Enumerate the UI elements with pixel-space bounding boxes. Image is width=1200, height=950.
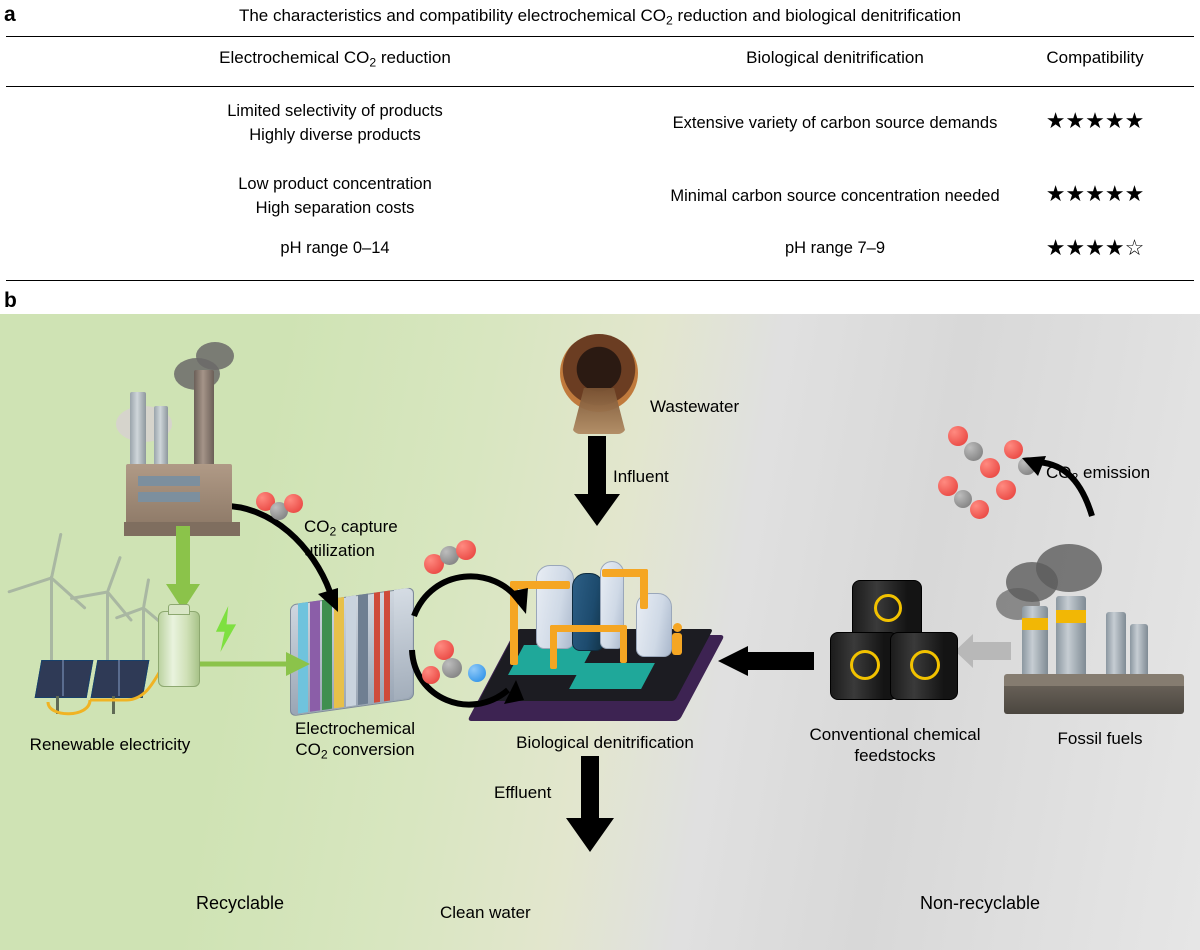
label-conventional-feedstocks <box>770 724 1020 767</box>
table-title-prefix: The characteristics and compatibility electrochemical CO <box>238 6 666 25</box>
chimney-band <box>1022 618 1048 630</box>
column-header-biological: Biological denitrification <box>746 48 924 67</box>
label-co2-capture-line2: utilization <box>304 540 375 560</box>
turbine-blade <box>7 577 52 594</box>
row2-col1-line1: Low product concentration <box>238 175 432 193</box>
panel-b-letter: b <box>4 289 17 312</box>
label-effluent: Effluent <box>494 783 552 802</box>
oxygen-atom <box>948 426 968 446</box>
carbon-atom <box>964 442 983 461</box>
label-influent: Influent <box>613 467 669 486</box>
oxygen-atom <box>284 494 303 513</box>
row1-cell-biological: Extensive variety of carbon source demands <box>672 114 998 132</box>
label-co2-emission <box>1046 462 1150 486</box>
column-header-electrochemical <box>30 48 640 69</box>
renewable-power-arrow-icon <box>186 644 316 684</box>
factory-window <box>138 476 200 486</box>
reactor-pipe <box>550 625 626 632</box>
label-electrochemical-line2-suffix: conversion <box>327 740 415 760</box>
label-wastewater: Wastewater <box>650 397 740 416</box>
row3-cell-biological: pH range 7–9 <box>785 239 885 257</box>
factory-window <box>138 492 200 502</box>
turbine-blade <box>50 533 62 579</box>
oxygen-atom <box>980 458 1000 478</box>
table-title-subscript: 2 <box>666 13 673 28</box>
row2-cell-electrochemical <box>30 173 640 221</box>
label-co2-capture-subscript: 2 <box>329 524 337 539</box>
process-diagram-panel <box>0 314 1200 950</box>
drum-ring <box>910 650 940 680</box>
fossil-to-drums-arrow-icon <box>955 634 1011 674</box>
label-biological-denitrification: Biological denitrification <box>516 733 694 752</box>
label-co2-emission-prefix: CO <box>1046 463 1072 482</box>
hydrogen-atom <box>468 664 486 682</box>
battery-icon <box>158 611 200 687</box>
oxygen-atom <box>456 540 476 560</box>
smoke-puff <box>196 342 234 370</box>
operator-figure <box>672 633 682 655</box>
turbine-blade <box>70 591 108 601</box>
column-header-electrochemical-subscript: 2 <box>369 55 377 70</box>
row1-col1-line1: Limited selectivity of products <box>227 102 443 120</box>
cell-layer <box>374 592 380 703</box>
table-title-suffix: reduction and biological denitrification <box>672 6 962 25</box>
turbine-blade <box>106 556 122 593</box>
reactor-pipe <box>550 625 557 669</box>
row1-col1-line2: Highly diverse products <box>249 125 421 144</box>
cell-layer <box>384 591 390 702</box>
panel-a-letter: a <box>4 3 16 26</box>
row1-cell-electrochemical <box>30 100 640 148</box>
row1-compatibility-stars: ★★★★★ <box>1045 108 1145 133</box>
product-molecule <box>418 640 500 684</box>
oxygen-atom <box>434 640 454 660</box>
plant-roof <box>1004 674 1184 686</box>
reactor-basin <box>569 663 655 689</box>
row2-col1-line2: High separation costs <box>255 198 415 217</box>
column-header-electrochemical-prefix: Electrochemical CO <box>219 48 370 67</box>
cell-layer <box>346 595 356 706</box>
row3-cell-electrochemical: pH range 0–14 <box>280 239 390 257</box>
turbine-blade <box>142 578 150 608</box>
oxygen-atom <box>970 500 989 519</box>
label-electrochemical-conversion <box>240 718 470 763</box>
label-electrochemical-line2-prefix: CO <box>295 740 321 760</box>
oxygen-atom <box>422 666 440 684</box>
label-co2-emission-suffix: emission <box>1078 463 1151 482</box>
chemical-feedstock-drums-icon <box>830 580 960 710</box>
effluent-arrow-icon <box>564 756 616 852</box>
label-electrochemical-line1: Electrochemical <box>295 719 415 738</box>
reactor-pipe <box>620 625 627 663</box>
chimney-band <box>1056 610 1086 623</box>
column-header-compatibility: Compatibility <box>1046 48 1144 67</box>
battery-cap <box>168 604 190 615</box>
table-rule-bottom <box>6 280 1194 281</box>
carbon-atom <box>954 490 972 508</box>
label-non-recyclable: Non-recyclable <box>919 893 1041 913</box>
turbine-blade <box>50 577 86 610</box>
table-panel <box>0 0 1200 288</box>
reactor-pipe <box>640 569 648 609</box>
smoke-puff <box>1036 544 1102 592</box>
oxygen-atom <box>996 480 1016 500</box>
feedstock-to-reactor-arrow-icon <box>718 646 814 676</box>
label-co2-capture-utilization <box>304 516 454 561</box>
drum-ring <box>874 594 902 622</box>
row3-compatibility-stars: ★★★★☆ <box>1045 235 1145 260</box>
carbon-atom <box>442 658 462 678</box>
label-conventional-line1: Conventional chemical <box>809 725 981 744</box>
plant-building <box>1004 682 1184 714</box>
table-title <box>0 3 1200 28</box>
label-co2-emission-subscript: 2 <box>1071 470 1079 485</box>
factory-to-battery-arrow-icon <box>164 526 204 612</box>
label-fossil-fuels: Fossil fuels <box>1057 729 1143 748</box>
co2-molecule-captured <box>256 492 304 526</box>
column-header-electrochemical-suffix: reduction <box>376 48 451 67</box>
row2-cell-biological: Minimal carbon source concentration needed <box>670 187 1000 205</box>
fossil-fuel-plant-icon <box>1000 574 1190 714</box>
row2-compatibility-stars: ★★★★★ <box>1045 181 1145 206</box>
label-co2-capture-suffix: capture <box>336 517 398 536</box>
label-recyclable: Recyclable <box>195 893 285 913</box>
label-electrochemical-line2-subscript: 2 <box>320 747 328 762</box>
label-clean-water: Clean water <box>440 903 531 922</box>
label-renewable-electricity: Renewable electricity <box>29 735 191 754</box>
table-rule-top <box>6 36 1194 37</box>
operator-head <box>673 623 682 632</box>
cell-layer <box>358 594 368 705</box>
drum-ring <box>850 650 880 680</box>
label-co2-capture-prefix: CO <box>304 517 330 536</box>
label-conventional-line2: feedstocks <box>854 746 936 766</box>
table-rule-middle <box>6 86 1194 87</box>
